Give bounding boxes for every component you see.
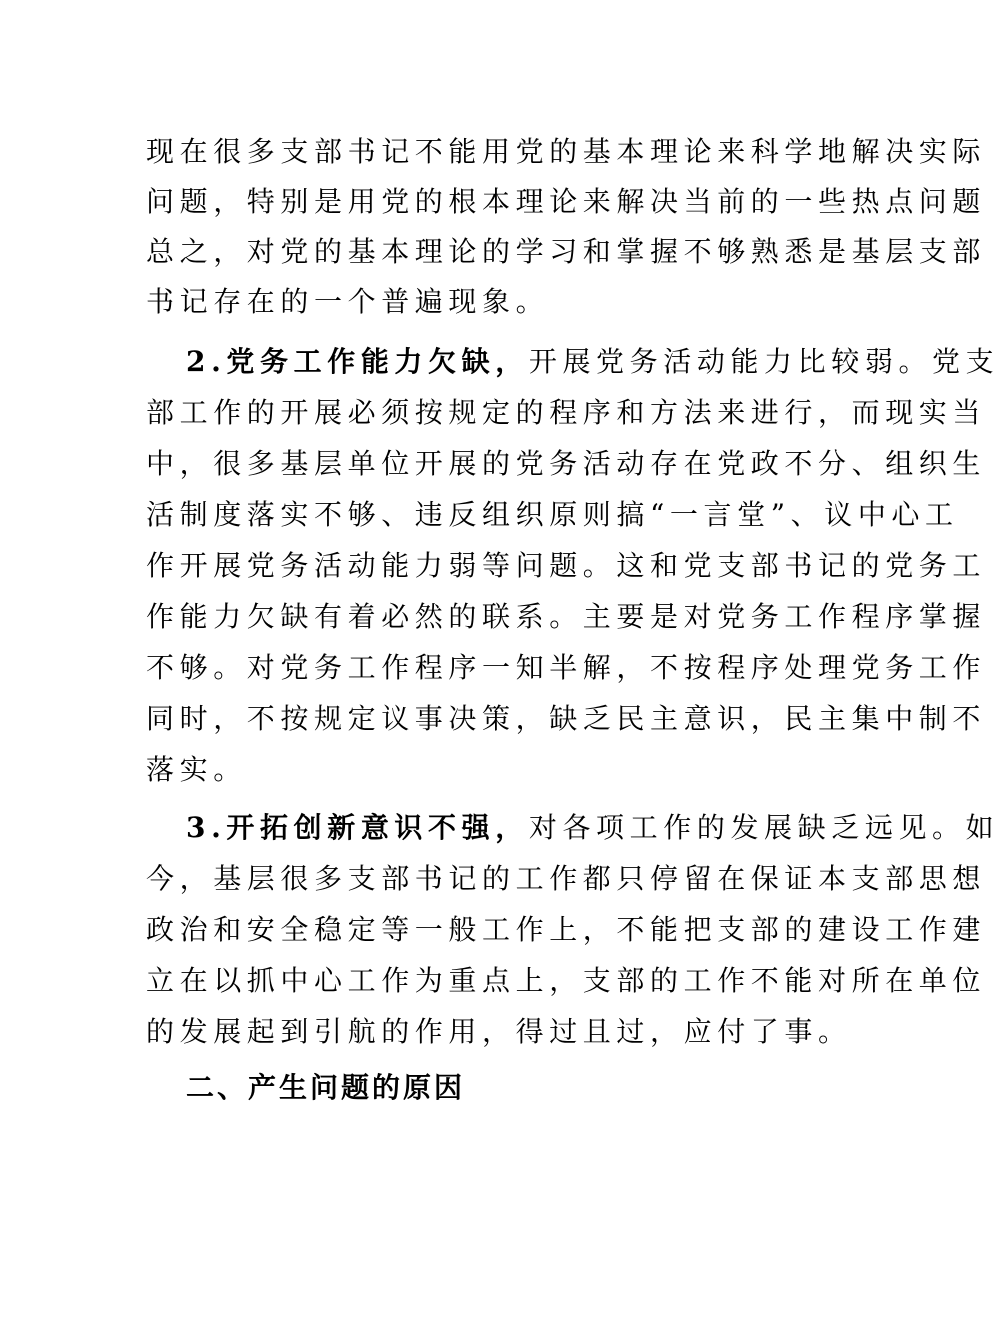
- para2-lead-bold: 2.党务工作能力欠缺，: [186, 345, 529, 378]
- para3-lead-rest: 对各项工作的发展缺乏远见。如: [528, 811, 999, 844]
- para2-line-1: [186, 344, 999, 380]
- para2-line-5: 作开展党务活动能力弱等问题。这和党支部书记的党务工: [146, 549, 987, 582]
- para2-line-2: 部工作的开展必须按规定的程序和方法来进行，而现实当: [146, 396, 987, 429]
- section-heading: 二、产生问题的原因: [186, 1071, 466, 1104]
- para1-line-3: 总之，对党的基本理论的学习和掌握不够熟悉是基层支部: [146, 235, 987, 268]
- para1-line-4: 书记存在的一个普遍现象。: [146, 285, 550, 318]
- para2-line-6: 作能力欠缺有着必然的联系。主要是对党务工作程序掌握: [146, 600, 987, 633]
- para3-line-3: 政治和安全稳定等一般工作上，不能把支部的建设工作建: [146, 913, 987, 946]
- para1-line-1: 现在很多支部书记不能用党的基本理论来科学地解决实际: [146, 135, 987, 168]
- para2-lead-rest: 开展党务活动能力比较弱。党支: [528, 345, 999, 378]
- para2-line-4: 活制度落实不够、违反组织原则搞“一言堂”、议中心工: [146, 498, 959, 531]
- para2-line-9: 落实。: [146, 753, 247, 786]
- para2-line-7: 不够。对党务工作程序一知半解，不按程序处理党务工作: [146, 651, 987, 684]
- para1-line-2: 问题，特别是用党的根本理论来解决当前的一些热点问题: [146, 185, 987, 218]
- para3-lead-bold: 3.开拓创新意识不强，: [186, 811, 529, 844]
- para2-line-8: 同时，不按规定议事决策，缺乏民主意识，民主集中制不: [146, 702, 987, 735]
- para3-line-5: 的发展起到引航的作用，得过且过，应付了事。: [146, 1015, 852, 1048]
- para2-line-3: 中，很多基层单位开展的党务活动存在党政不分、组织生: [146, 447, 987, 480]
- para3-line-2: 今，基层很多支部书记的工作都只停留在保证本支部思想: [146, 862, 987, 895]
- para3-line-1: [186, 810, 999, 846]
- para3-line-4: 立在以抓中心工作为重点上，支部的工作不能对所在单位: [146, 964, 987, 997]
